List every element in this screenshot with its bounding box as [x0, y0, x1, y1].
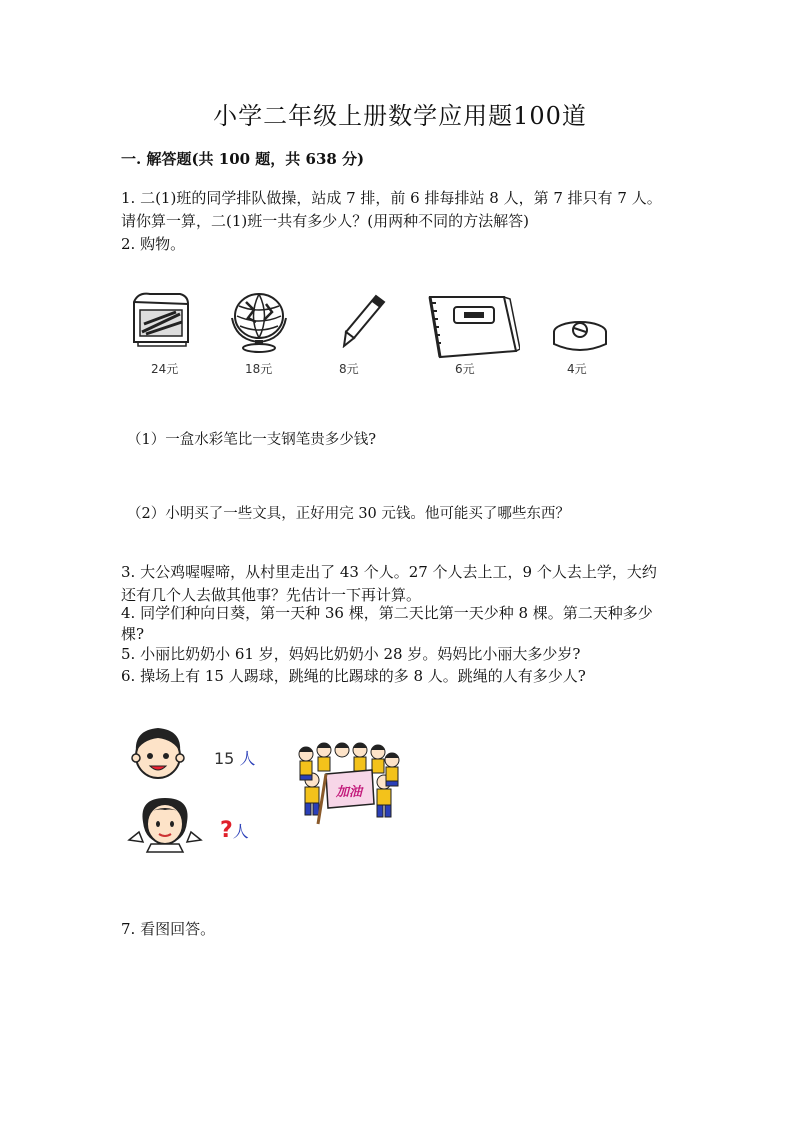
pen-icon: [340, 292, 388, 352]
marker-box-icon: [130, 288, 192, 354]
count-number: 15: [214, 749, 235, 768]
question-1-line-1: 1. 二(1)班的同学排队做操，站成 7 排，前 6 排每排站 8 人，第 7 排只有 7 人。: [121, 189, 662, 207]
banner-text: 加油: [336, 785, 363, 800]
question-2-sub-1: （1）一盒水彩笔比一支钢笔贵多少钱?: [127, 432, 376, 448]
notebook-icon: [424, 293, 520, 363]
unknown-unit: 人: [232, 822, 249, 841]
unknown-count-label: [220, 818, 249, 843]
section-heading: 一. 解答题(共 100 题，共 638 分): [121, 150, 365, 168]
count-unit: 人: [239, 749, 256, 768]
question-2: 2. 购物。: [121, 235, 186, 253]
globe-icon: [226, 288, 292, 358]
page-title: 小学二年级上册数学应用题100道: [213, 102, 587, 130]
price-label: 4元: [567, 362, 587, 376]
question-3-line-2: 还有几个人去做其他事？先估计一下再计算。: [121, 586, 422, 604]
question-1-line-2: 请你算一算，二(1)班一共有多少人？(用两种不同的方法解答): [121, 212, 529, 230]
question-3-line-1: 3. 大公鸡喔喔啼，从村里走出了 43 个人。27 个人去上工，9 个人去上学，大约: [121, 563, 657, 581]
price-label: 18元: [245, 362, 273, 376]
boy-face-icon: [128, 722, 188, 788]
question-5: 5. 小丽比奶奶小 61 岁，妈妈比奶奶小 28 岁。妈妈比小丽大多少岁?: [121, 645, 581, 663]
question-2-sub-2: （2）小明买了一些文具，正好用完 30 元钱。他可能买了哪些东西？: [127, 506, 570, 522]
pencil-sharpener-icon: [550, 318, 610, 362]
question-6: 6. 操场上有 15 人踢球，跳绳的比踢球的多 8 人。跳绳的人有多少人?: [121, 667, 586, 685]
girl-face-icon: [125, 792, 205, 858]
question-mark: ?: [220, 818, 233, 843]
count-label-15: [214, 746, 255, 769]
question-4-line-2: 棵?: [121, 625, 145, 643]
price-label: 24元: [151, 362, 179, 376]
price-label: 6元: [455, 362, 475, 376]
price-label: 8元: [339, 362, 359, 376]
question-4-line-1: 4. 同学们种向日葵，第一天种 36 棵，第二天比第一天少种 8 棵。第二天种多少: [121, 604, 653, 622]
cheering-kids-group: [292, 740, 404, 832]
question-7: 7. 看图回答。: [121, 920, 216, 938]
